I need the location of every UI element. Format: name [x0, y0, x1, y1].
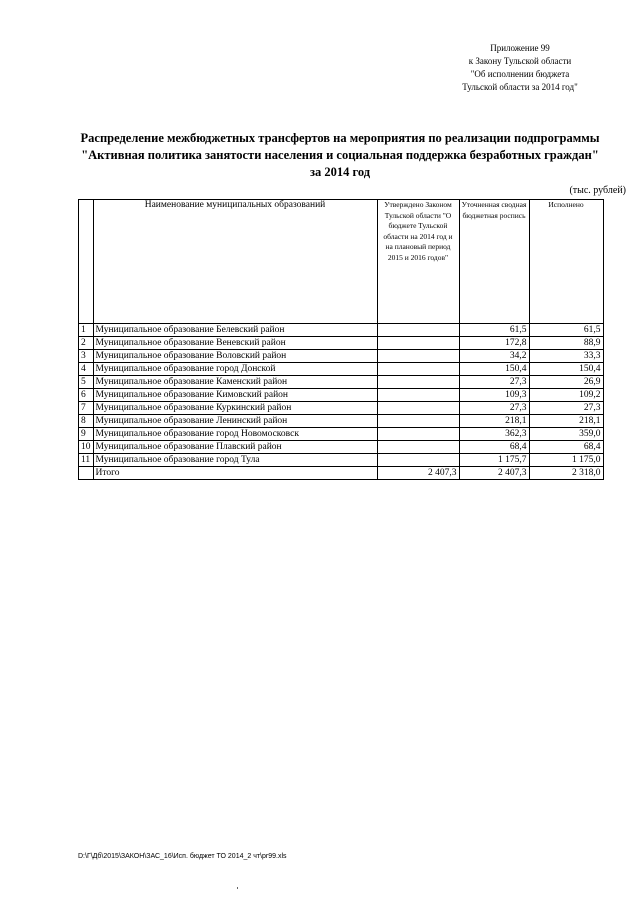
row-approved	[377, 415, 459, 428]
row-index: 4	[79, 363, 94, 376]
row-index: 1	[79, 324, 94, 337]
row-executed: 1 175,0	[529, 454, 603, 467]
appendix-line: Тульской области за 2014 год"	[462, 82, 578, 92]
row-index: 3	[79, 350, 94, 363]
appendix-line: Приложение 99	[490, 43, 550, 53]
row-municipality: Муниципальное образование город Тула	[93, 454, 377, 467]
row-approved	[377, 376, 459, 389]
row-approved	[377, 389, 459, 402]
row-refined: 218,1	[459, 415, 529, 428]
title-line: за 2014 год	[309, 165, 371, 179]
row-approved	[377, 428, 459, 441]
row-executed: 150,4	[529, 363, 603, 376]
row-municipality: Муниципальное образование Ленинский район	[93, 415, 377, 428]
row-municipality: Муниципальное образование Куркинский район	[93, 402, 377, 415]
row-index: 6	[79, 389, 94, 402]
row-municipality: Муниципальное образование Кимовский район	[93, 389, 377, 402]
row-municipality: Итого	[93, 467, 377, 480]
table-row	[79, 324, 604, 337]
scan-mark	[237, 887, 238, 889]
header-municipality: Наименование муниципальных образований	[93, 200, 377, 324]
table-row	[79, 363, 604, 376]
row-executed: 61,5	[529, 324, 603, 337]
table-row	[79, 441, 604, 454]
header-index	[79, 200, 94, 324]
table-row	[79, 428, 604, 441]
row-index: 8	[79, 415, 94, 428]
row-approved	[377, 402, 459, 415]
row-executed: 88,9	[529, 337, 603, 350]
row-executed: 26,9	[529, 376, 603, 389]
row-approved	[377, 324, 459, 337]
row-refined: 1 175,7	[459, 454, 529, 467]
title-line: Распределение межбюджетных трансфертов на мероприятия по реализации подпрограммы	[80, 131, 600, 145]
row-index	[79, 467, 94, 480]
row-approved	[377, 441, 459, 454]
header-approved: Утверждено Законом Тульской области "О бюджете Тульской области на 2014 год и на плановый период 2015 и 2016 годов"	[377, 200, 459, 324]
row-executed: 359,0	[529, 428, 603, 441]
row-executed: 2 318,0	[529, 467, 603, 480]
row-approved	[377, 454, 459, 467]
row-refined: 172,8	[459, 337, 529, 350]
row-executed: 68,4	[529, 441, 603, 454]
row-refined: 109,3	[459, 389, 529, 402]
row-executed: 109,2	[529, 389, 603, 402]
title-line: "Активная политика занятости населения и социальная поддержка безработных граждан"	[81, 148, 599, 162]
row-refined: 61,5	[459, 324, 529, 337]
row-index: 2	[79, 337, 94, 350]
table-row	[79, 415, 604, 428]
row-index: 7	[79, 402, 94, 415]
table-header-row	[79, 200, 604, 324]
appendix-line: к Закону Тульской области	[468, 56, 572, 66]
row-refined: 27,3	[459, 376, 529, 389]
row-index: 10	[79, 441, 94, 454]
row-municipality: Муниципальное образование Каменский район	[93, 376, 377, 389]
appendix-block	[420, 42, 620, 94]
table-row	[79, 376, 604, 389]
transfers-table	[78, 199, 604, 480]
row-index: 9	[79, 428, 94, 441]
table-row	[79, 389, 604, 402]
row-refined: 150,4	[459, 363, 529, 376]
row-approved	[377, 337, 459, 350]
row-index: 5	[79, 376, 94, 389]
row-executed: 27,3	[529, 402, 603, 415]
file-path-footer: D:\Г\Дб\2015\ЗАКОН\ЗАС_16\Исп. бюджет ТО 2014_2 чт\pr99.xls	[78, 853, 287, 860]
row-refined: 362,3	[459, 428, 529, 441]
row-municipality: Муниципальное образование город Новомосковск	[93, 428, 377, 441]
table-row	[79, 337, 604, 350]
document-title	[60, 130, 620, 181]
row-approved	[377, 350, 459, 363]
header-refined: Уточненная сводная бюджетная роспись	[459, 200, 529, 324]
table-row	[79, 402, 604, 415]
row-refined: 34,2	[459, 350, 529, 363]
row-municipality: Муниципальное образование Веневский район	[93, 337, 377, 350]
row-municipality: Муниципальное образование город Донской	[93, 363, 377, 376]
total-row	[79, 467, 604, 480]
table-row	[79, 454, 604, 467]
row-approved: 2 407,3	[377, 467, 459, 480]
table-body	[79, 324, 604, 480]
row-municipality: Муниципальное образование Воловский район	[93, 350, 377, 363]
row-index: 11	[79, 454, 94, 467]
appendix-line: "Об исполнении бюджета	[470, 69, 570, 79]
table-row	[79, 350, 604, 363]
row-refined: 27,3	[459, 402, 529, 415]
row-refined: 68,4	[459, 441, 529, 454]
row-refined: 2 407,3	[459, 467, 529, 480]
header-executed: Исполнено	[529, 200, 603, 324]
units-label: (тыс. рублей)	[569, 185, 626, 196]
row-executed: 33,3	[529, 350, 603, 363]
row-approved	[377, 363, 459, 376]
row-executed: 218,1	[529, 415, 603, 428]
row-municipality: Муниципальное образование Белевский район	[93, 324, 377, 337]
row-municipality: Муниципальное образование Плавский район	[93, 441, 377, 454]
